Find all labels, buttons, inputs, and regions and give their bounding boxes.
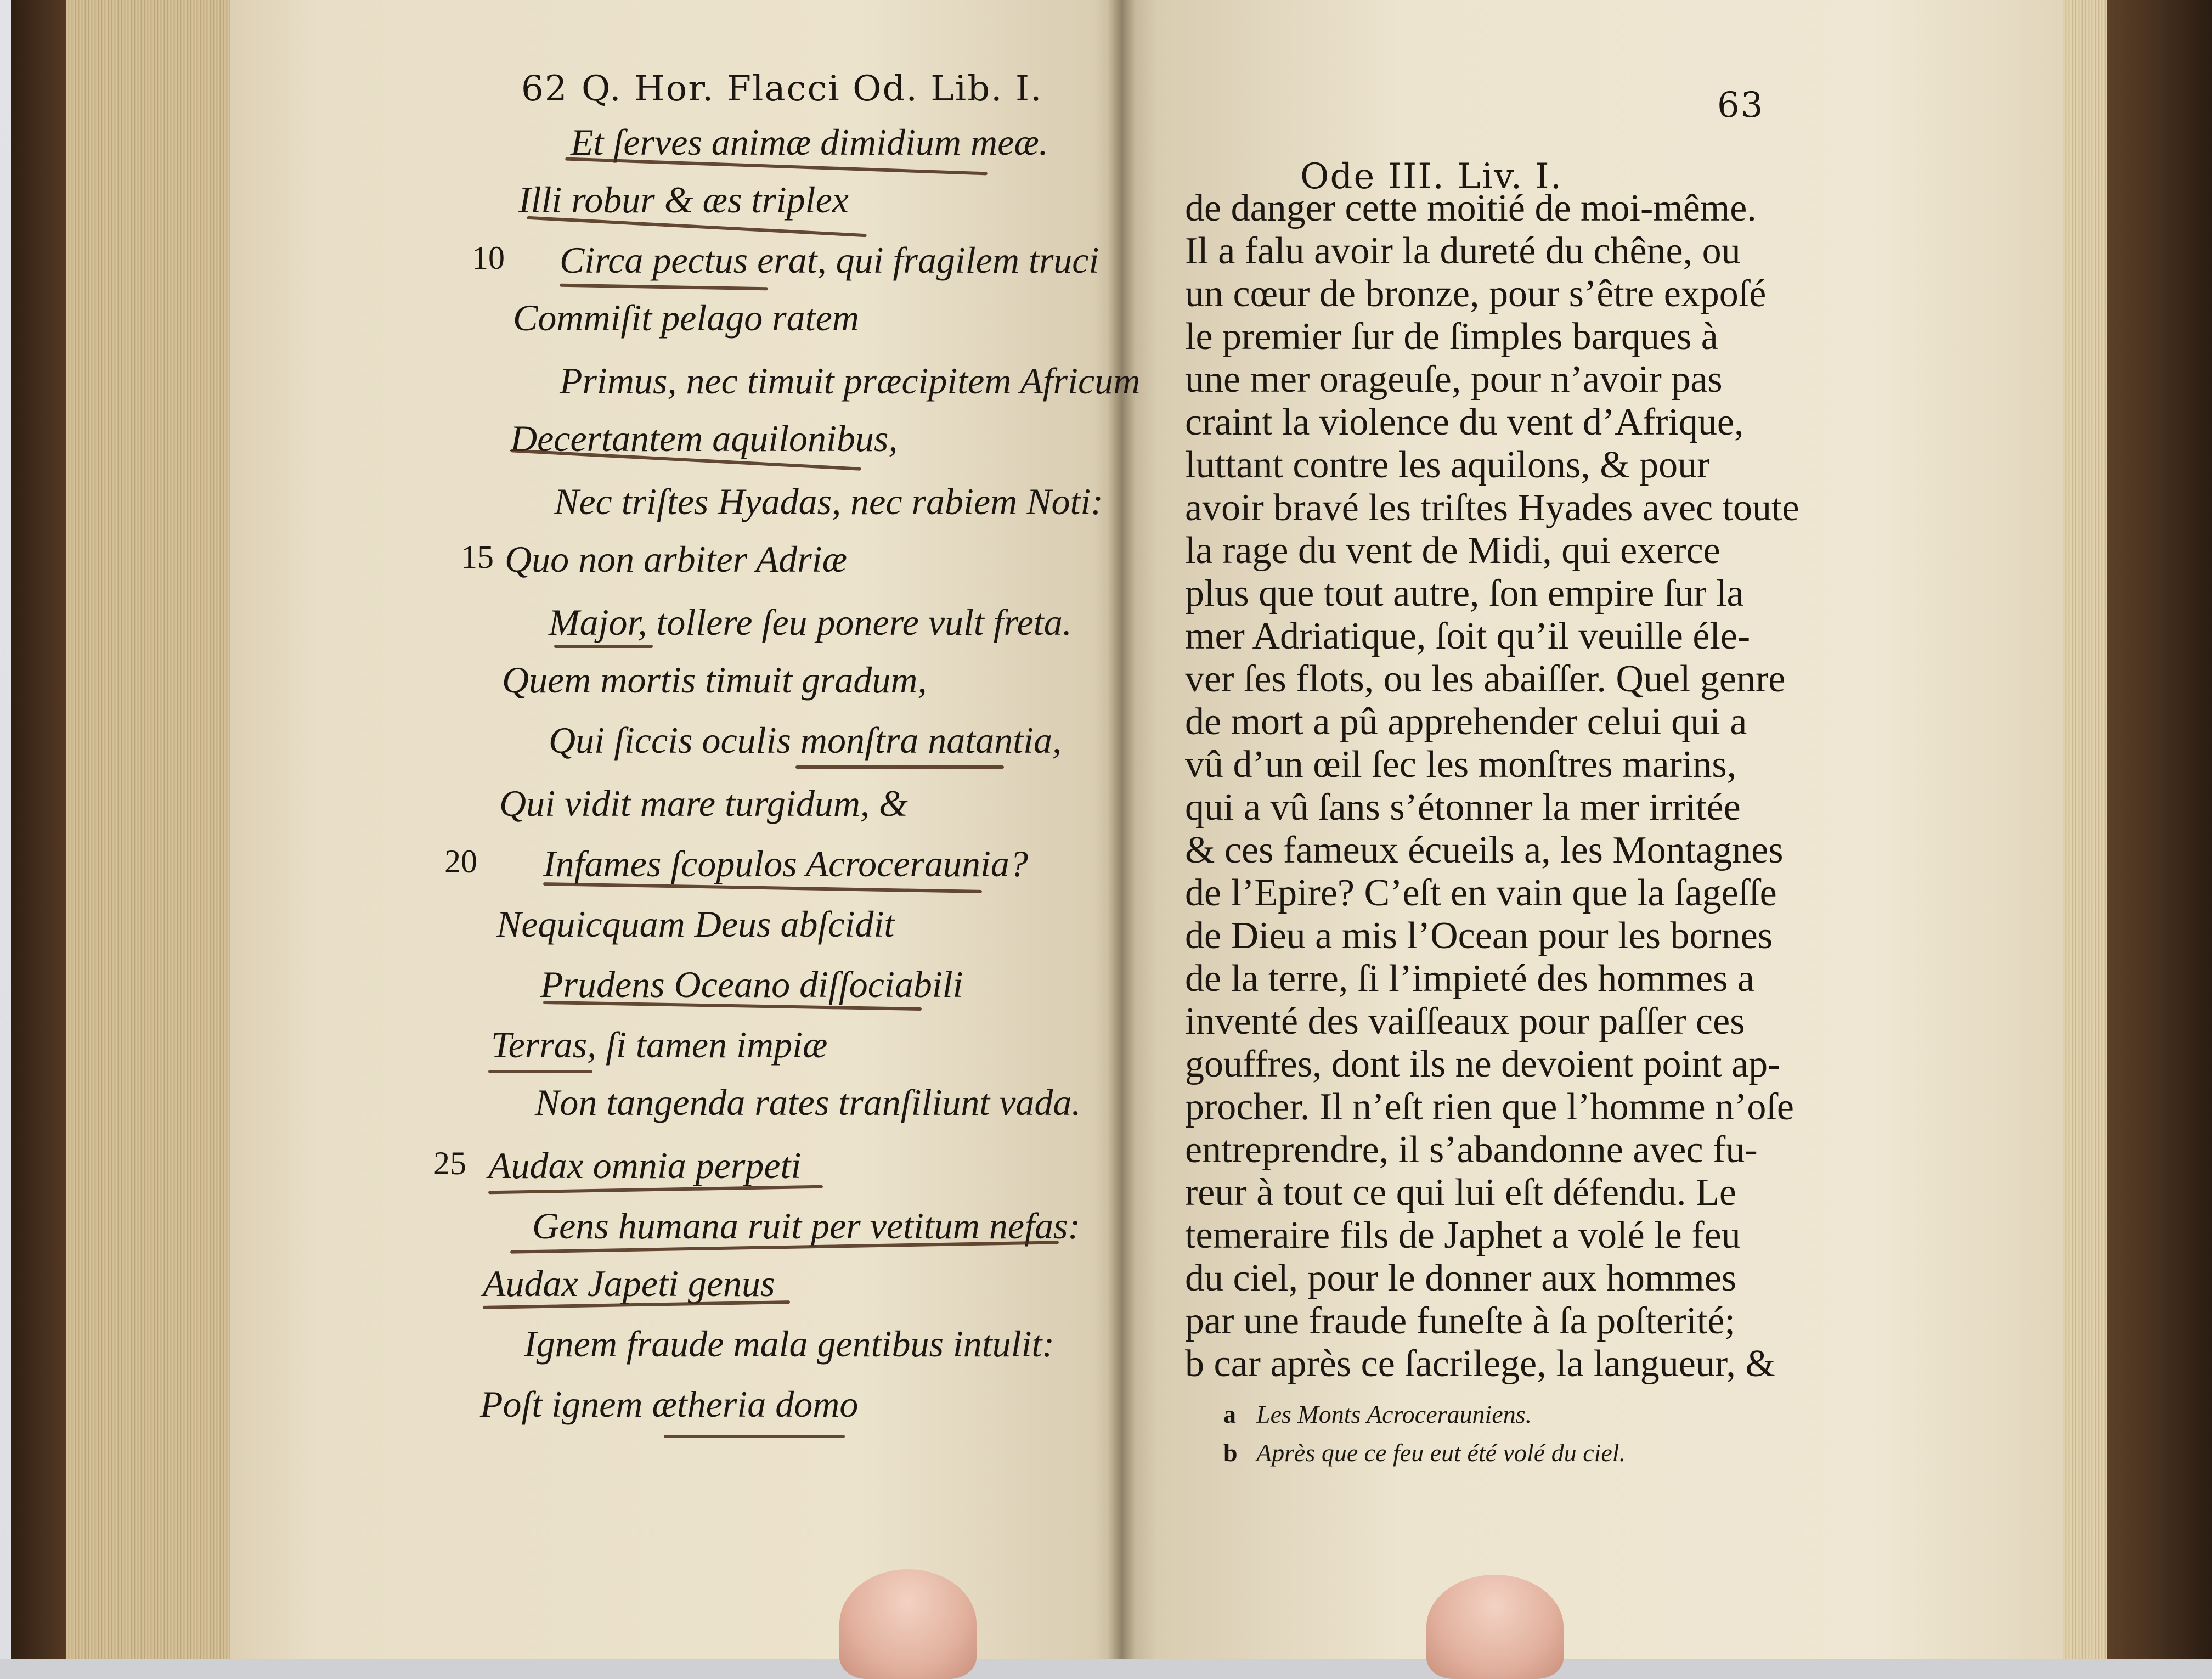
prose-line: vû d’un œil ſec les monſtres marins, [1185, 743, 1737, 786]
prose-line: de l’Epire? C’eſt en vain que la ſageſſe [1185, 872, 1777, 914]
right-running-head: Ode III. Liv. I. [1300, 156, 1563, 197]
verse-line: Qui ſiccis oculis monſtra natantia, [549, 719, 1062, 761]
ink-underline [560, 284, 768, 291]
line-number: 10 [472, 240, 505, 276]
verse-line: Nec triſtes Hyadas, nec rabiem Noti: [554, 481, 1103, 522]
verse-line: Major, tollere ſeu ponere vult freta. [549, 601, 1072, 643]
footnote-text: Les Monts Acrocerauniens. [1256, 1400, 1532, 1428]
left-running-head: Q. Hor. Flacci Od. Lib. I. [582, 69, 1043, 109]
ink-underline [488, 1070, 592, 1073]
footnote-marker: a [1223, 1400, 1236, 1428]
prose-line: de Dieu a mis l’Ocean pour les bornes [1185, 915, 1773, 957]
prose-line: de mort a pû apprehender celui qui a [1185, 701, 1747, 743]
prose-line: Il a falu avoir la dureté du chêne, ou [1185, 230, 1741, 272]
prose-line: la rage du vent de Midi, qui exerce [1185, 529, 1720, 572]
prose-line: mer Adriatique, ſoit qu’il veuille éle- [1185, 615, 1751, 657]
prose-line: reur à tout ce qui lui eſt défendu. Le [1185, 1171, 1736, 1214]
verse-line: Decertantem aquilonibus, [510, 418, 898, 459]
verse-line: Primus, nec timuit præcipitem Africum [560, 360, 1141, 402]
verse-line: Et ſerves animæ dimidium meæ. [571, 121, 1048, 163]
prose-line: de danger cette moitié de moi-même. [1185, 187, 1757, 229]
prose-line: luttant contre les aquilons, & pour [1185, 444, 1710, 486]
verse-line: Quem mortis timuit gradum, [502, 659, 927, 701]
verse-line: Gens humana ruit per vetitum nefas: [532, 1205, 1081, 1247]
prose-line: une mer orageuſe, pour n’avoir pas [1185, 358, 1723, 401]
line-number: 20 [444, 843, 477, 880]
prose-line: craint la violence du vent d’Afrique, [1185, 401, 1744, 443]
verse-line: Audax omnia perpeti [488, 1145, 802, 1186]
verse-line: Commiſit pelago ratem [513, 297, 859, 339]
prose-line: avoir bravé les triſtes Hyades avec toute [1185, 487, 1799, 529]
prose-line: un cœur de bronze, pour s’être expoſé [1185, 273, 1767, 315]
ink-underline [488, 1185, 823, 1195]
prose-line: temeraire fils de Japhet a volé le feu [1185, 1214, 1741, 1257]
verse-line: Prudens Oceano diſſociabili [540, 964, 963, 1005]
verse-line: Poſt ignem ætheria domo [480, 1383, 859, 1425]
prose-line: par une fraude funeſte à ſa poſterité; [1185, 1300, 1735, 1342]
prose-line: gouffres, dont ils ne devoient point ap- [1185, 1043, 1781, 1085]
ink-underline [795, 765, 1004, 769]
verse-line: Non tangenda rates tranſiliunt vada. [535, 1081, 1081, 1123]
footnote-text: Après que ce feu eut été volé du ciel. [1256, 1439, 1626, 1467]
prose-line: ver ſes flots, ou les abaiſſer. Quel genre [1185, 658, 1786, 700]
prose-line: de la terre, ſi l’impieté des hommes a [1185, 957, 1754, 1000]
prose-line: qui a vû ſans s’étonner la mer irritée [1185, 786, 1741, 829]
thumb-left [839, 1569, 977, 1679]
prose-line: inventé des vaiſſeaux pour paſſer ces [1185, 1000, 1745, 1043]
prose-line: le premier ſur de ſimples barques à [1185, 315, 1718, 358]
ink-underline [554, 645, 653, 648]
line-number: 25 [433, 1145, 466, 1181]
prose-line: & ces fameux écueils a, les Montagnes [1185, 829, 1784, 871]
prose-line: entreprendre, il s’abandonne avec fu- [1185, 1129, 1758, 1171]
verse-line: Ignem fraude mala gentibus intulit: [524, 1323, 1055, 1365]
verse-line: Circa pectus erat, qui fragilem truci [560, 239, 1099, 281]
prose-line: procher. Il n’eſt rien que l’homme n’oſe [1185, 1086, 1794, 1128]
verse-line: Infames ſcopulos Acroceraunia? [543, 843, 1028, 884]
left-page-number: 62 [521, 69, 568, 109]
prose-line: plus que tout autre, ſon empire ſur la [1185, 572, 1744, 615]
right-page-number: 63 [1717, 85, 1764, 126]
verse-line: Quo non arbiter Adriæ [505, 538, 848, 580]
verse-line: Qui vidit mare turgidum, & [499, 782, 908, 824]
ink-underline [664, 1435, 845, 1438]
footnote-marker: b [1223, 1439, 1238, 1467]
verse-line: Audax Japeti genus [483, 1263, 775, 1304]
thumb-right [1426, 1575, 1564, 1679]
verse-line: Nequicquam Deus abſcidit [496, 903, 895, 945]
verse-line: Terras, ſi tamen impiæ [491, 1024, 828, 1066]
prose-line: du ciel, pour le donner aux hommes [1185, 1257, 1737, 1299]
prose-line: b car après ce ſacrilege, la langueur, & [1185, 1343, 1775, 1385]
verse-line: Illi robur & æs triplex [518, 179, 849, 221]
line-number: 15 [461, 539, 494, 575]
